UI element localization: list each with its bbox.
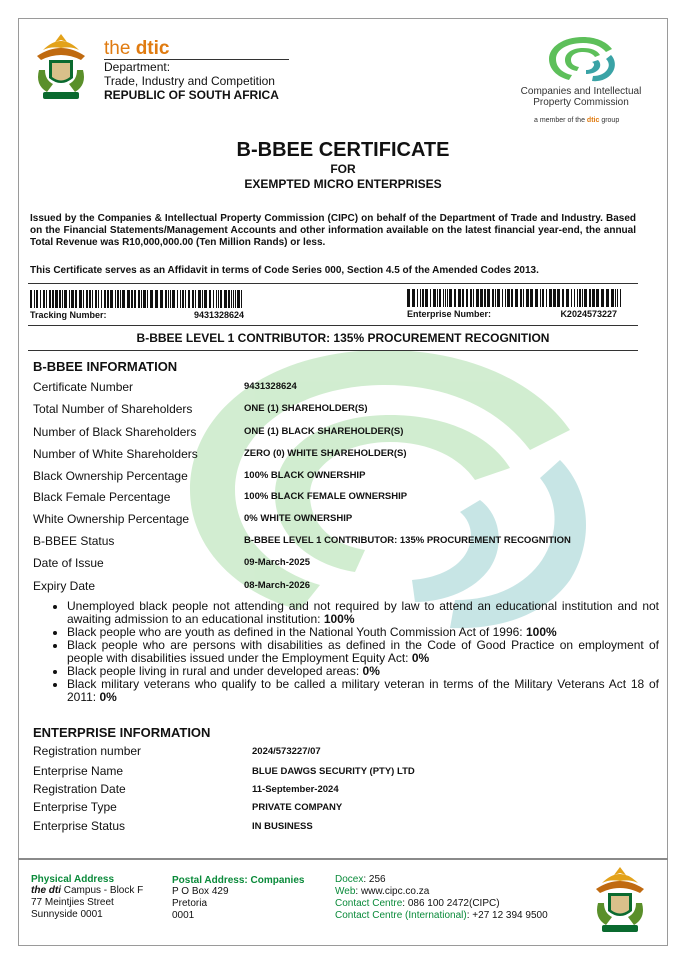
barcode-bar (36, 290, 38, 308)
barcode-bar (101, 290, 102, 308)
certificate-title-for: FOR (330, 162, 356, 176)
divider (28, 350, 638, 351)
barcode-bar (64, 290, 67, 308)
bbbee-label: Black Female Percentage (33, 490, 171, 504)
barcode-bar (147, 290, 148, 308)
tracking-barcode (30, 290, 244, 308)
barcode-bar (520, 289, 522, 307)
barcode-bar (433, 289, 436, 307)
coat-of-arms-logo-footer (590, 862, 650, 938)
list-item: • Unemployed black people not attending and not required by law to attend an educational institution and not awaiting admission to an educational institution: 100% (67, 600, 659, 626)
enterprise-heading: ENTERPRISE INFORMATION (33, 725, 211, 740)
barcode-bar (589, 289, 591, 307)
barcode-bar (40, 290, 41, 308)
barcode-bar (497, 289, 500, 307)
barcode-bar (549, 289, 552, 307)
tracking-number: Tracking Number: 9431328624 (30, 310, 244, 320)
country-text: REPUBLIC OF SOUTH AFRICA (104, 88, 279, 102)
enterprise-value: IN BUSINESS (252, 821, 313, 832)
barcode-bar (470, 289, 472, 307)
barcode-bar (484, 289, 486, 307)
enterprise-value: 2024/573227/07 (252, 746, 321, 757)
barcode-bar (122, 290, 125, 308)
barcode-bar (439, 289, 441, 307)
barcode-bar (473, 289, 474, 307)
barcode-bar (92, 290, 93, 308)
barcode-bar (615, 289, 616, 307)
barcode-bar (62, 290, 63, 308)
barcode-bar (224, 290, 227, 308)
barcode-bar (165, 290, 167, 308)
barcode-bar (553, 289, 556, 307)
barcode-bar (617, 289, 618, 307)
barcode-bar (228, 290, 230, 308)
barcode-bar (601, 289, 604, 307)
bbbee-label: White Ownership Percentage (33, 512, 190, 526)
barcode-bar (138, 290, 140, 308)
barcode-bar (231, 290, 232, 308)
bbbee-label: Certificate Number (33, 380, 134, 394)
barcode-bar (458, 289, 461, 307)
bbbee-label: Black Ownership Percentage (33, 469, 188, 483)
barcode-bar (34, 290, 35, 308)
barcode-bar (454, 289, 456, 307)
cipc-watermark (150, 340, 620, 630)
barcode-bar (233, 290, 234, 308)
barcode-bar (204, 290, 207, 308)
barcode-bar (43, 290, 45, 308)
list-item: • Black people who are persons with disabilities as defined in the Code of Good Practice on employment of people with disabilities issued under the Employment Equity Act: 0% (67, 639, 659, 665)
bbbee-label: Expiry Date (33, 579, 96, 593)
barcode-bar (213, 290, 214, 308)
barcode-bar (69, 290, 70, 308)
barcode-bar (131, 290, 133, 308)
barcode-bar (218, 290, 219, 308)
barcode-bar (155, 290, 158, 308)
barcode-bar (110, 290, 113, 308)
barcode-bar (79, 290, 82, 308)
cipc-name: Companies and Intellectual Property Commission (520, 86, 642, 108)
barcode-bar (422, 289, 424, 307)
barcode-bar (557, 289, 560, 307)
barcode-bar (83, 290, 84, 308)
affidavit-statement: This Certificate serves as an Affidavit in terms of Code Series 000, Section 4.5 of the Amended Codes 2013. (30, 265, 539, 276)
certificate-title: B-BBEE CERTIFICATE (236, 139, 450, 161)
barcode-bar (425, 289, 428, 307)
barcode-bar (606, 289, 609, 307)
bbbee-value: B-BBEE LEVEL 1 CONTRIBUTOR: 135% PROCUREMENT RECOGNITION (244, 535, 571, 546)
barcode-bar (86, 290, 88, 308)
barcode-bar (443, 289, 444, 307)
barcode-bar (59, 290, 61, 308)
barcode-bar (170, 290, 171, 308)
divider (28, 283, 638, 284)
barcode-bar (592, 289, 595, 307)
barcode-bar (241, 290, 242, 308)
physical-address: Physical Address the dti Campus - Block F 77 Meintjies Street Sunnyside 0001 (31, 874, 144, 920)
enterprise-label: Registration number (33, 744, 142, 758)
list-item: • Black people living in rural and under developed areas: 0% (67, 665, 659, 678)
barcode-bar (530, 289, 533, 307)
barcode-bar (168, 290, 169, 308)
barcode-bar (542, 289, 544, 307)
barcode-bar (198, 290, 201, 308)
barcode-bar (407, 289, 410, 307)
barcode-bar (546, 289, 547, 307)
enterprise-barcode (407, 289, 621, 307)
barcode-bar (620, 289, 621, 307)
barcode-bar (566, 289, 569, 307)
barcode-bar (540, 289, 541, 307)
bbbee-value: 08-March-2026 (244, 580, 311, 591)
barcode-bar (134, 290, 136, 308)
barcode-bar (505, 289, 506, 307)
barcode-bar (596, 289, 599, 307)
barcode-bar (582, 289, 583, 307)
enterprise-label: Registration Date (33, 782, 126, 796)
enterprise-value: 11-September-2024 (252, 784, 339, 795)
bbbee-label: Number of White Shareholders (33, 447, 198, 461)
bbbee-heading: B-BBEE INFORMATION (33, 359, 178, 374)
bbbee-label: Number of Black Shareholders (33, 425, 197, 439)
barcode-bar (523, 289, 524, 307)
issued-statement: Issued by the Companies & Intellectual Property Commission (CIPC) on behalf of the Department of Trade and Industry. Based on the Financial Statements/Management Accounts and other information available on the latest financial year-end, the annual Total Revenue was R10,000,000.00 (Ten Million Rands) or less. (30, 213, 636, 248)
barcode-bar (150, 290, 153, 308)
postal-address: Postal Address: Companies P O Box 429 Pretoria 0001 (172, 875, 305, 921)
barcode-bar (462, 289, 464, 307)
barcode-bar (160, 290, 163, 308)
footer-rule (18, 858, 668, 860)
enterprise-value: BLUE DAWGS SECURITY (PTY) LTD (252, 766, 415, 777)
barcode-bar (49, 290, 51, 308)
barcode-bar (117, 290, 119, 308)
barcode-bar (449, 289, 452, 307)
list-item: • Black people who are youth as defined in the National Youth Commission Act of 1996: 100% (67, 626, 659, 639)
barcode-bar (55, 290, 58, 308)
barcode-bar (209, 290, 211, 308)
barcode-bar (46, 290, 47, 308)
bbbee-value: 9431328624 (244, 381, 297, 392)
barcode-bar (535, 289, 538, 307)
barcode-bar (445, 289, 446, 307)
barcode-bar (52, 290, 54, 308)
barcode-bar (30, 290, 32, 308)
barcode-bar (202, 290, 203, 308)
bbbee-label: Total Number of Shareholders (33, 402, 193, 416)
designated-groups-list (48, 600, 659, 704)
barcode-bar (98, 290, 99, 308)
barcode-bar (216, 290, 217, 308)
bbbee-value: 100% BLACK OWNERSHIP (244, 470, 366, 481)
barcode-bar (237, 290, 240, 308)
barcode-bar (195, 290, 196, 308)
bbbee-value: 09-March-2025 (244, 557, 311, 568)
barcode-bar (104, 290, 106, 308)
barcode-bar (574, 289, 575, 307)
divider (28, 325, 638, 326)
barcode-bar (127, 290, 130, 308)
barcode-bar (492, 289, 494, 307)
barcode-bar (466, 289, 468, 307)
barcode-bar (584, 289, 587, 307)
certificate-subtitle: EXEMPTED MICRO ENTERPRISES (244, 177, 442, 191)
barcode-bar (120, 290, 121, 308)
barcode-bar (495, 289, 496, 307)
barcode-bar (502, 289, 503, 307)
barcode-bar (562, 289, 564, 307)
list-item: • Black military veterans who qualify to be called a military veteran in terms of the Military Veterans Act 18 of 2011: 0% (67, 678, 659, 704)
barcode-bar (188, 290, 190, 308)
barcode-bar (579, 289, 581, 307)
bbbee-label: B-BBEE Status (33, 534, 115, 548)
barcode-bar (177, 290, 178, 308)
barcode-bar (420, 289, 421, 307)
coat-of-arms-logo (31, 30, 91, 104)
barcode-bar (115, 290, 116, 308)
enterprise-number: Enterprise Number: K2024573227 (407, 309, 617, 319)
enterprise-label: Enterprise Status (33, 819, 126, 833)
barcode-bar (571, 289, 572, 307)
enterprise-label: Enterprise Name (33, 764, 124, 778)
department-text: Department: Trade, Industry and Competition (104, 60, 275, 88)
barcode-bar (95, 290, 97, 308)
contact-details: Docex: 256 Web: www.cipc.co.za Contact Centre: 086 100 2472(CIPC) Contact Centre (International): +27 12 394 9500 (335, 874, 548, 921)
barcode-bar (107, 290, 109, 308)
cipc-logo (543, 33, 619, 85)
barcode-bar (412, 289, 415, 307)
enterprise-label: Enterprise Type (33, 800, 117, 814)
barcode-bar (437, 289, 438, 307)
barcode-bar (447, 289, 448, 307)
bbbee-label: Date of Issue (33, 556, 104, 570)
bbbee-value: 0% WHITE OWNERSHIP (244, 513, 353, 524)
barcode-bar (180, 290, 181, 308)
barcode-bar (476, 289, 479, 307)
barcode-bar (172, 290, 175, 308)
bbbee-value: 100% BLACK FEMALE OWNERSHIP (244, 491, 408, 502)
bbbee-value: ONE (1) SHAREHOLDER(S) (244, 403, 368, 414)
barcode-bar (507, 289, 510, 307)
barcode-bar (511, 289, 513, 307)
barcode-bar (577, 289, 578, 307)
barcode-bar (611, 289, 614, 307)
barcode-bar (192, 290, 194, 308)
bbbee-value: ONE (1) BLACK SHAREHOLDER(S) (244, 426, 404, 437)
dtic-wordmark: the dtic (104, 38, 170, 59)
barcode-bar (71, 290, 74, 308)
barcode-bar (89, 290, 91, 308)
barcode-bar (182, 290, 184, 308)
barcode-bar (417, 289, 418, 307)
barcode-bar (487, 289, 490, 307)
bbbee-value: ZERO (0) WHITE SHAREHOLDER(S) (244, 448, 407, 459)
cipc-member-text: a member of the dtic group (534, 117, 620, 124)
barcode-bar (430, 289, 431, 307)
barcode-bar (143, 290, 146, 308)
barcode-bar (515, 289, 518, 307)
level-banner: B-BBEE LEVEL 1 CONTRIBUTOR: 135% PROCUREMENT RECOGNITION (136, 331, 550, 345)
barcode-bar (526, 289, 529, 307)
barcode-bar (220, 290, 222, 308)
barcode-bar (480, 289, 483, 307)
barcode-bar (141, 290, 142, 308)
barcode-bar (235, 290, 236, 308)
enterprise-value: PRIVATE COMPANY (252, 802, 343, 813)
barcode-bar (185, 290, 186, 308)
barcode-bar (75, 290, 77, 308)
